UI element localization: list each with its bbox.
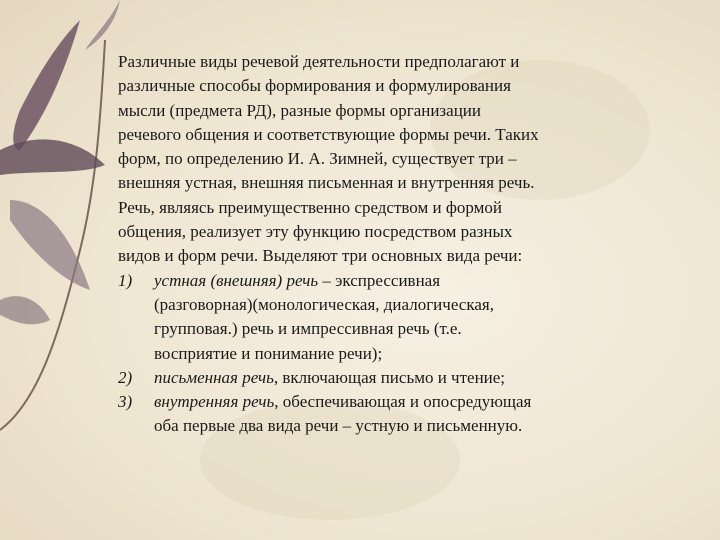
list-item-first-line [154, 390, 658, 414]
list-item-oral [118, 269, 658, 366]
list-item-first-line [154, 366, 658, 390]
list-item-continuation: оба первые два вида речи – устную и письменную. [154, 416, 523, 436]
list-item-continuation: восприятие и понимание речи); [154, 343, 383, 363]
list-number: 1) [118, 270, 133, 290]
list-item-first-line [154, 269, 658, 293]
paragraph-line: различные способы формирования и формулирования [118, 76, 511, 96]
list-item-text: , обеспечивающая и опосредующая [274, 392, 532, 412]
leaf-lower [10, 200, 90, 290]
paragraph-line: форм, по определению И. А. Зимней, существует три – [118, 149, 517, 169]
list-item-written [118, 366, 658, 390]
paragraph-line: общения, реализует эту функцию посредством разных [118, 222, 513, 242]
list-term: внутренняя речь [154, 392, 275, 412]
paragraph-line: Различные виды речевой деятельности предполагают и [118, 52, 520, 71]
main-text [118, 50, 658, 439]
paragraph-line: внешняя устная, внешняя письменная и внутренняя речь. [118, 173, 535, 193]
list-term: устная (внешняя) речь [154, 270, 319, 290]
list-item-text: – экспрессивная [318, 270, 441, 290]
speech-types-list [118, 269, 658, 439]
list-number: 2) [118, 367, 133, 387]
leaf-top [13, 20, 80, 150]
list-number: 3) [118, 392, 133, 412]
list-item-text: , включающая письмо и чтение; [273, 367, 506, 387]
leaf-bottom [0, 296, 50, 324]
paragraph-line: речевого общения и соответствующие формы речи. Таких [118, 124, 539, 144]
list-item-continuation: (разговорная)(монологическая, диалогическая, [154, 294, 494, 314]
list-item-inner [118, 390, 658, 439]
paragraph-line: мысли (предмета РД), разные формы организации [118, 100, 481, 120]
intro-paragraph [118, 50, 658, 269]
paragraph-line: Речь, являясь преимущественно средством и формой [118, 197, 502, 217]
list-item-continuation: групповая.) речь и импрессивная речь (т.е. [154, 319, 462, 339]
paragraph-line: видов и форм речи. Выделяют три основных вида речи: [118, 246, 523, 266]
list-term: письменная речь [154, 367, 274, 387]
leaf-small [85, 0, 120, 50]
leaf-mid [0, 139, 105, 175]
